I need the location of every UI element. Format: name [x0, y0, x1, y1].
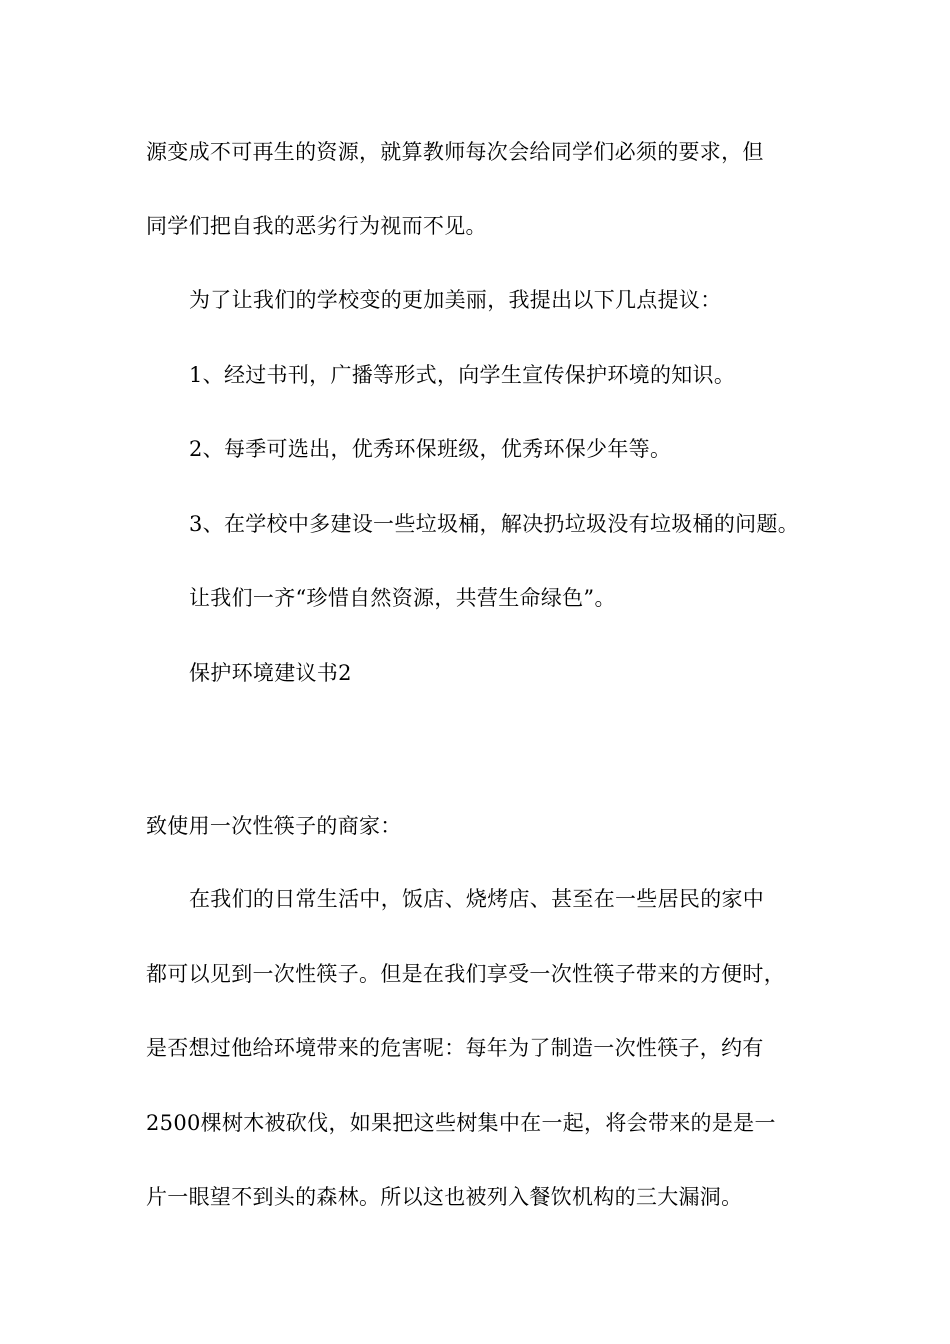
paragraph-line: 是否想过他给环境带来的危害呢：每年为了制造一次性筷子，约有	[146, 1036, 764, 1060]
list-item: 1、经过书刊，广播等形式，向学生宣传保护环境的知识。	[189, 363, 736, 387]
list-item: 2、每季可选出，优秀环保班级，优秀环保少年等。	[189, 437, 672, 461]
paragraph-line: 都可以见到一次性筷子。但是在我们享受一次性筷子带来的方便时，	[146, 962, 785, 986]
list-item: 3、在学校中多建设一些垃圾桶，解决扔垃圾没有垃圾桶的问题。	[189, 512, 800, 536]
paragraph-line: 2500棵树木被砍伐，如果把这些树集中在一起，将会带来的是是一	[146, 1111, 776, 1135]
salutation: 致使用一次性筷子的商家：	[146, 814, 402, 838]
paragraph-line: 在我们的日常生活中，饭店、烧烤店、甚至在一些居民的家中	[189, 887, 765, 911]
paragraph-line: 源变成不可再生的资源，就算教师每次会给同学们必须的要求，但	[146, 140, 764, 164]
paragraph-line: 为了让我们的学校变的更加美丽，我提出以下几点提议：	[189, 288, 722, 312]
paragraph-line: 片一眼望不到头的森林。所以这也被列入餐饮机构的三大漏洞。	[146, 1185, 743, 1209]
paragraph-line: 同学们把自我的恶劣行为视而不见。	[146, 214, 487, 238]
section-heading: 保护环境建议书2	[189, 661, 352, 685]
paragraph-line: 让我们一齐“珍惜自然资源，共营生命绿色”。	[189, 586, 616, 610]
